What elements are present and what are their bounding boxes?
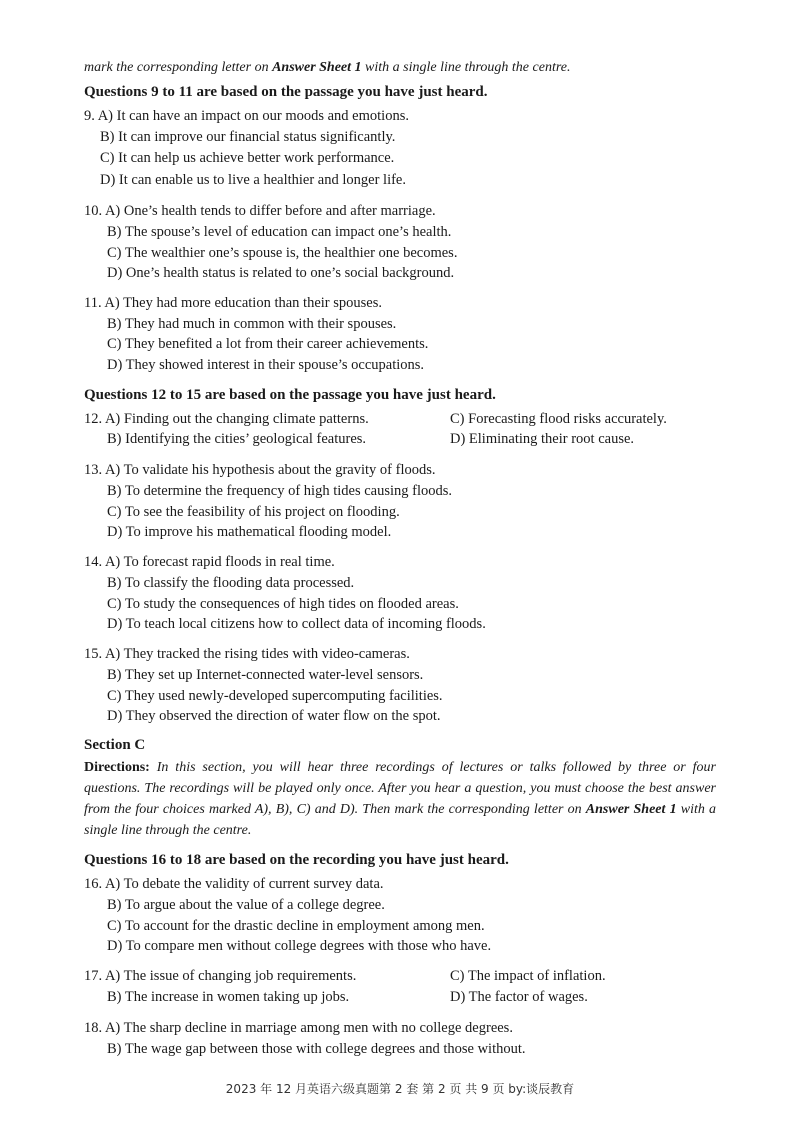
- q12-option-c: C) Forecasting flood risks accurately.: [450, 411, 667, 427]
- q17-option-b: B) The increase in women taking up jobs.: [107, 989, 350, 1005]
- section-c-directions: Directions: In this section, you will hear three recordings of lectures or talks followed by three or four questions. The recordings will be played only once. After you hear a question, you must choose the best answer from the four choices marked A), B), C) and D). Then mark the corresponding letter on Answer Sheet 1 with a single line through the centre.: [84, 760, 716, 838]
- group-heading-12-15: Questions 12 to 15 are based on the passage you have just heard.: [84, 387, 496, 403]
- q12-option-b: B) Identifying the cities’ geological features.: [107, 431, 367, 447]
- q15-option-b: B) They set up Internet-connected water-level sensors.: [107, 667, 424, 683]
- q13-option-b: B) To determine the frequency of high tides causing floods.: [107, 483, 453, 499]
- q12-option-d: D) Eliminating their root cause.: [450, 431, 635, 447]
- q14-option-d: D) To teach local citizens how to collect data of incoming floods.: [107, 616, 486, 632]
- group-heading-16-18: Questions 16 to 18 are based on the recording you have just heard.: [84, 852, 509, 868]
- q13-option-c: C) To see the feasibility of his project on flooding.: [107, 504, 400, 520]
- q9-option-c: C) It can help us achieve better work performance.: [100, 150, 395, 166]
- group-heading-9-11: Questions 9 to 11 are based on the passage you have just heard.: [84, 84, 488, 100]
- q17-option-a: 17. A) The issue of changing job requirements.: [84, 968, 357, 984]
- q15-option-d: D) They observed the direction of water flow on the spot.: [107, 708, 441, 724]
- q11-option-d: D) They showed interest in their spouse’s occupations.: [107, 357, 425, 373]
- q11-option-c: C) They benefited a lot from their career achievements.: [107, 336, 429, 352]
- q9-option-d: D) It can enable us to live a healthier and longer life.: [100, 172, 406, 188]
- q12-option-a: 12. A) Finding out the changing climate patterns.: [84, 411, 369, 427]
- q17-option-d: D) The factor of wages.: [450, 989, 588, 1005]
- q14-option-c: C) To study the consequences of high tides on flooded areas.: [107, 596, 459, 612]
- q17-option-c: C) The impact of inflation.: [450, 968, 606, 984]
- q10-option-d: D) One’s health status is related to one’s social background.: [107, 265, 455, 281]
- q11-option-b: B) They had much in common with their spouses.: [107, 316, 397, 332]
- q15-option-a: 15. A) They tracked the rising tides with video-cameras.: [84, 646, 410, 662]
- q13-option-a: 13. A) To validate his hypothesis about the gravity of floods.: [84, 462, 436, 478]
- q18-option-b: B) The wage gap between those with college degrees and those without.: [107, 1041, 526, 1057]
- q18-option-a: 18. A) The sharp decline in marriage among men with no college degrees.: [84, 1020, 513, 1036]
- q15-option-c: C) They used newly-developed supercomputing facilities.: [107, 688, 443, 704]
- q10-option-b: B) The spouse’s level of education can impact one’s health.: [107, 224, 452, 240]
- q11-option-a: 11. A) They had more education than their spouses.: [84, 295, 382, 311]
- q14-option-b: B) To classify the flooding data processed.: [107, 575, 355, 591]
- section-c-title: Section C: [84, 737, 146, 753]
- q9-option-a: 9. A) It can have an impact on our moods and emotions.: [84, 108, 409, 124]
- q16-option-d: D) To compare men without college degrees with those who have.: [107, 938, 492, 954]
- intro-instruction: mark the corresponding letter on Answer Sheet 1 with a single line through the centre.: [84, 60, 571, 75]
- q9-option-b: B) It can improve our financial status significantly.: [100, 129, 396, 145]
- q10-option-a: 10. A) One’s health tends to differ before and after marriage.: [84, 203, 436, 219]
- page-footer: 2023 年 12 月英语六级真题第 2 套 第 2 页 共 9 页 by:谈辰教育: [225, 1082, 575, 1096]
- q10-option-c: C) The wealthier one’s spouse is, the healthier one becomes.: [107, 245, 458, 261]
- q13-option-d: D) To improve his mathematical flooding model.: [107, 524, 392, 540]
- q16-option-c: C) To account for the drastic decline in employment among men.: [107, 918, 485, 934]
- q16-option-b: B) To argue about the value of a college degree.: [107, 897, 385, 913]
- q14-option-a: 14. A) To forecast rapid floods in real time.: [84, 554, 335, 570]
- q16-option-a: 16. A) To debate the validity of current survey data.: [84, 876, 384, 892]
